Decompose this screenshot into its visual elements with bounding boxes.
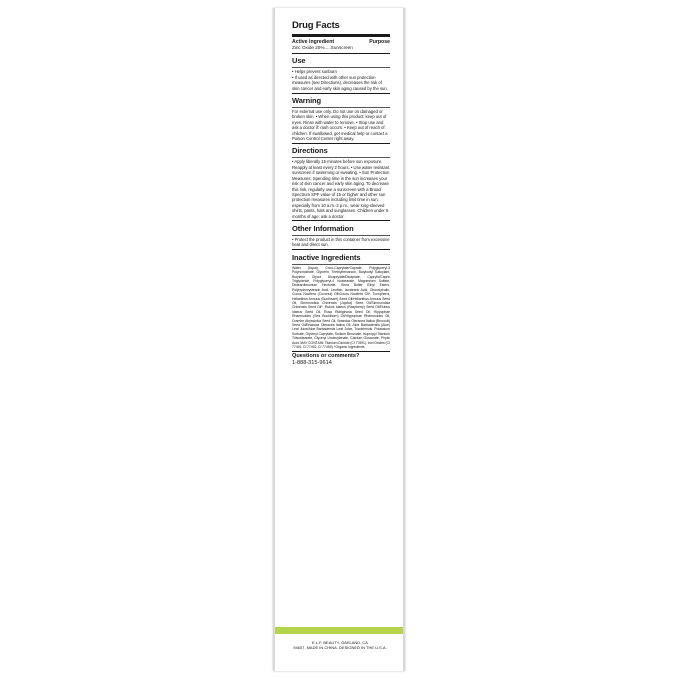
other-information-heading: Other Information	[292, 223, 354, 233]
drug-facts-title: Drug Facts	[292, 20, 340, 31]
directions-body: • Apply liberally 15 minutes before sun exposure. Reapply at least every 2 hours. • Use water resistant sunscreen if swimming or sweating. • Sun Protection Measures: Spending time in the sun increases your risk of skin cancer and early skin aging. To decrease this risk, regularly use a sunscreen with a Broad Spectrum SPF value of 15 or higher and other sun protection measures including limit time in sun, especially from 10 a.m.-2 p.m., wear long-sleeved shirts, pants, hats and sunglasses. Children under 6 months of age: ask a doctor.	[292, 159, 390, 219]
divider-use	[292, 67, 390, 68]
inactive-ingredients-heading: Inactive Ingredients	[292, 252, 361, 262]
warning-heading: Warning	[292, 96, 322, 106]
manufacturer-footer	[280, 640, 400, 651]
divider-title	[292, 34, 390, 37]
active-ingredient-col-label: Active ingredient	[292, 38, 335, 45]
divider-other-information-end	[292, 249, 390, 250]
questions-phone[interactable]: 1-888-315-9614	[292, 360, 332, 367]
inactive-ingredients-body: Water (Aqua), Coco-Caprylate/Caprate, Polyglyceryl-3 Polyricinoleate, Glycerin, Triethylhexanoin, Butyloctyl Salicylate, Butylene Glycol Dicaprylate/Dicaprate, Caprylic/Capric Triglyceride, Polyglyceryl-4 Isostearate, Magnesium Sulfate, Disteardimonium Hectorite, Shea Butter Ethyl Esters, Polyhydroxystearic Acid, Lecithin, Isostearic Acid, Glucosylrutin, Cocos Nucifera (Coconut) Oil/Cocos Nucifera Oil*, Tocopherol, Helianthus Annuus (Sunflower) Seed Oil/Helianthus Annuus Seed Oil, Simmondsia Chinensis (Jojoba) Seed Oil/Simmondsia Chinensis Seed Oil*, Rubus Idaeus (Raspberry) Seed Oil/Rubus Idaeus Seed Oil, Rosa Rubiginosa Seed Oil, Hippophae Rhamnoides (Sea Buckthorn) Oil/Hippophae Rhamnoides Oil, Crambe Abyssinica Seed Oil, Brassica Oleracea Italica (Broccoli) Seed Oil/Brassica Oleracea Italica Oil, Aloe Barbadensis (Aloe) Leaf Juice/Aloe Barbadensis Leaf Juice, Tocotrienols, Potassium Sorbate, Glyceryl Caprylate, Sodium Benzoate, Isopropyl Titanium Triisostearate, Glyceryl Undecylenate, Calcium Gluconate, Phytic Acid. MAY CONTAIN: Titanium Dioxide (CI 77891), Iron Oxides (CI 77491, CI 77492, CI 77499). *Organic Ingredients	[292, 265, 390, 350]
divider-other-information	[292, 235, 390, 236]
active-ingredient-line: Zinc Oxide 20%.....Sunscreen	[292, 45, 353, 51]
use-item-0: • Helps prevent sunburn	[292, 69, 337, 75]
divider-warning	[292, 107, 390, 108]
footer-line-2: 94607. MADE IN CHINA. DESIGNED IN THE U.S.A.	[293, 645, 387, 651]
use-item-1: • If used as directed with other sun protection measures (see Directions), decreases the risk of skin cancer and early skin aging caused by the sun.	[292, 74, 388, 91]
divider-directions	[292, 157, 390, 158]
directions-heading: Directions	[292, 146, 328, 156]
green-accent-band	[275, 627, 403, 634]
divider-directions-end	[292, 220, 390, 221]
divider-inactive-ingredients	[292, 264, 390, 265]
use-heading: Use	[292, 56, 306, 66]
warning-body: For external use only. Do not use on damaged or broken skin. • When using this product: keep out of eyes. Rinse with water to remove. • Stop use and ask a doctor if: rash occurs. • Keep out of reach of children. If swallowed, get medical help or contact a Poison Control Center right away.	[292, 109, 388, 142]
divider-warning-end	[292, 143, 390, 144]
divider-inactive-ingredients-end	[292, 351, 390, 352]
footer-line-1: E.L.F. BEAUTY, OAKLAND, CA	[312, 640, 368, 645]
divider-active-ingredient	[292, 53, 390, 54]
use-body	[292, 69, 390, 91]
drug-facts-panel	[292, 20, 390, 620]
other-information-body: • Protect the product in this container from excessive heat and direct sun.	[292, 236, 390, 248]
questions-heading: Questions or comments?	[292, 353, 360, 360]
purpose-col-label: Purpose	[369, 38, 390, 45]
divider-use-end	[292, 93, 390, 94]
